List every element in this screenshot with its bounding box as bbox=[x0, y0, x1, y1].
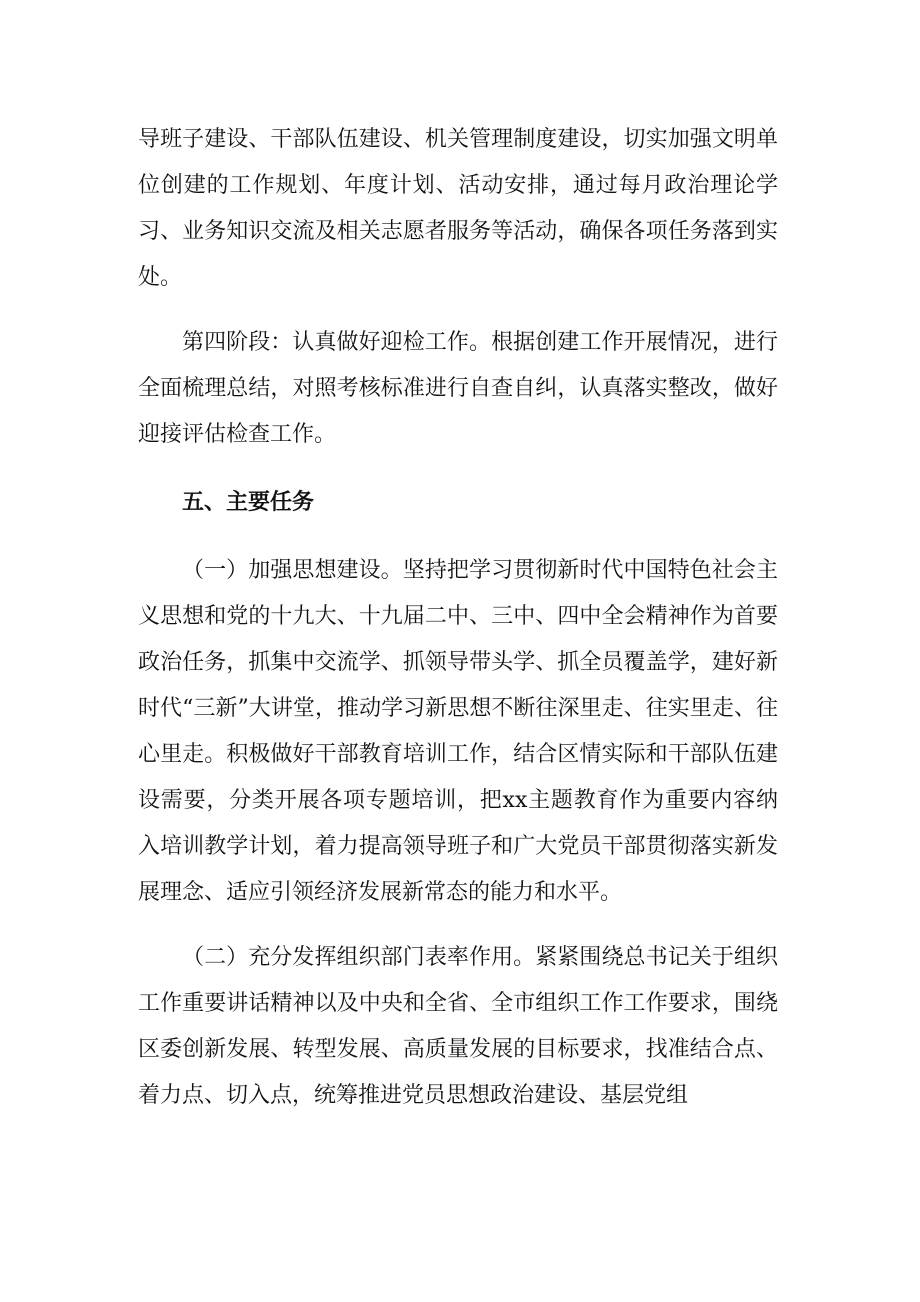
section-heading-main-tasks: 五、主要任务 bbox=[182, 490, 315, 515]
paragraph-task-one: （一）加强思想建设。坚持把学习贯彻新时代中国特色社会主义思想和党的十九大、十九届二中、三中、四中全会精神作为首要政治任务，抓集中交流学、抓领导带头学、抓全员覆盖学，建好新时代“三新”大讲堂，推动学习新思想不断往深里走、往实里走、往心里走。积极做好干部教育培训工作，结合区情实际和干部队伍建设需要，分类开展各项专题培训，把xx主题教育作为重要内容纳入培训教学计划，着力提高领导班子和广大党员干部贯彻落实新发展理念、适应引领经济发展新常态的能力和水平。 bbox=[138, 558, 778, 905]
document-body bbox=[138, 117, 778, 1119]
paragraph-stage-four: 第四阶段：认真做好迎检工作。根据创建工作开展情况，进行全面梳理总结，对照考核标准进行自查自纠，认真落实整改，做好迎接评估检查工作。 bbox=[138, 330, 778, 447]
paragraph-continuation: 导班子建设、干部队伍建设、机关管理制度建设，切实加强文明单位创建的工作规划、年度计划、活动安排，通过每月政治理论学习、业务知识交流及相关志愿者服务等活动，确保各项任务落到实处。 bbox=[138, 127, 778, 290]
paragraph-task-two: （二）充分发挥组织部门表率作用。紧紧围绕总书记关于组织工作重要讲话精神以及中央和全省、全市组织工作工作要求，围绕区委创新发展、转型发展、高质量发展的目标要求，找准结合点、着力点、切入点，统筹推进党员思想政治建设、基层党组 bbox=[138, 945, 778, 1108]
